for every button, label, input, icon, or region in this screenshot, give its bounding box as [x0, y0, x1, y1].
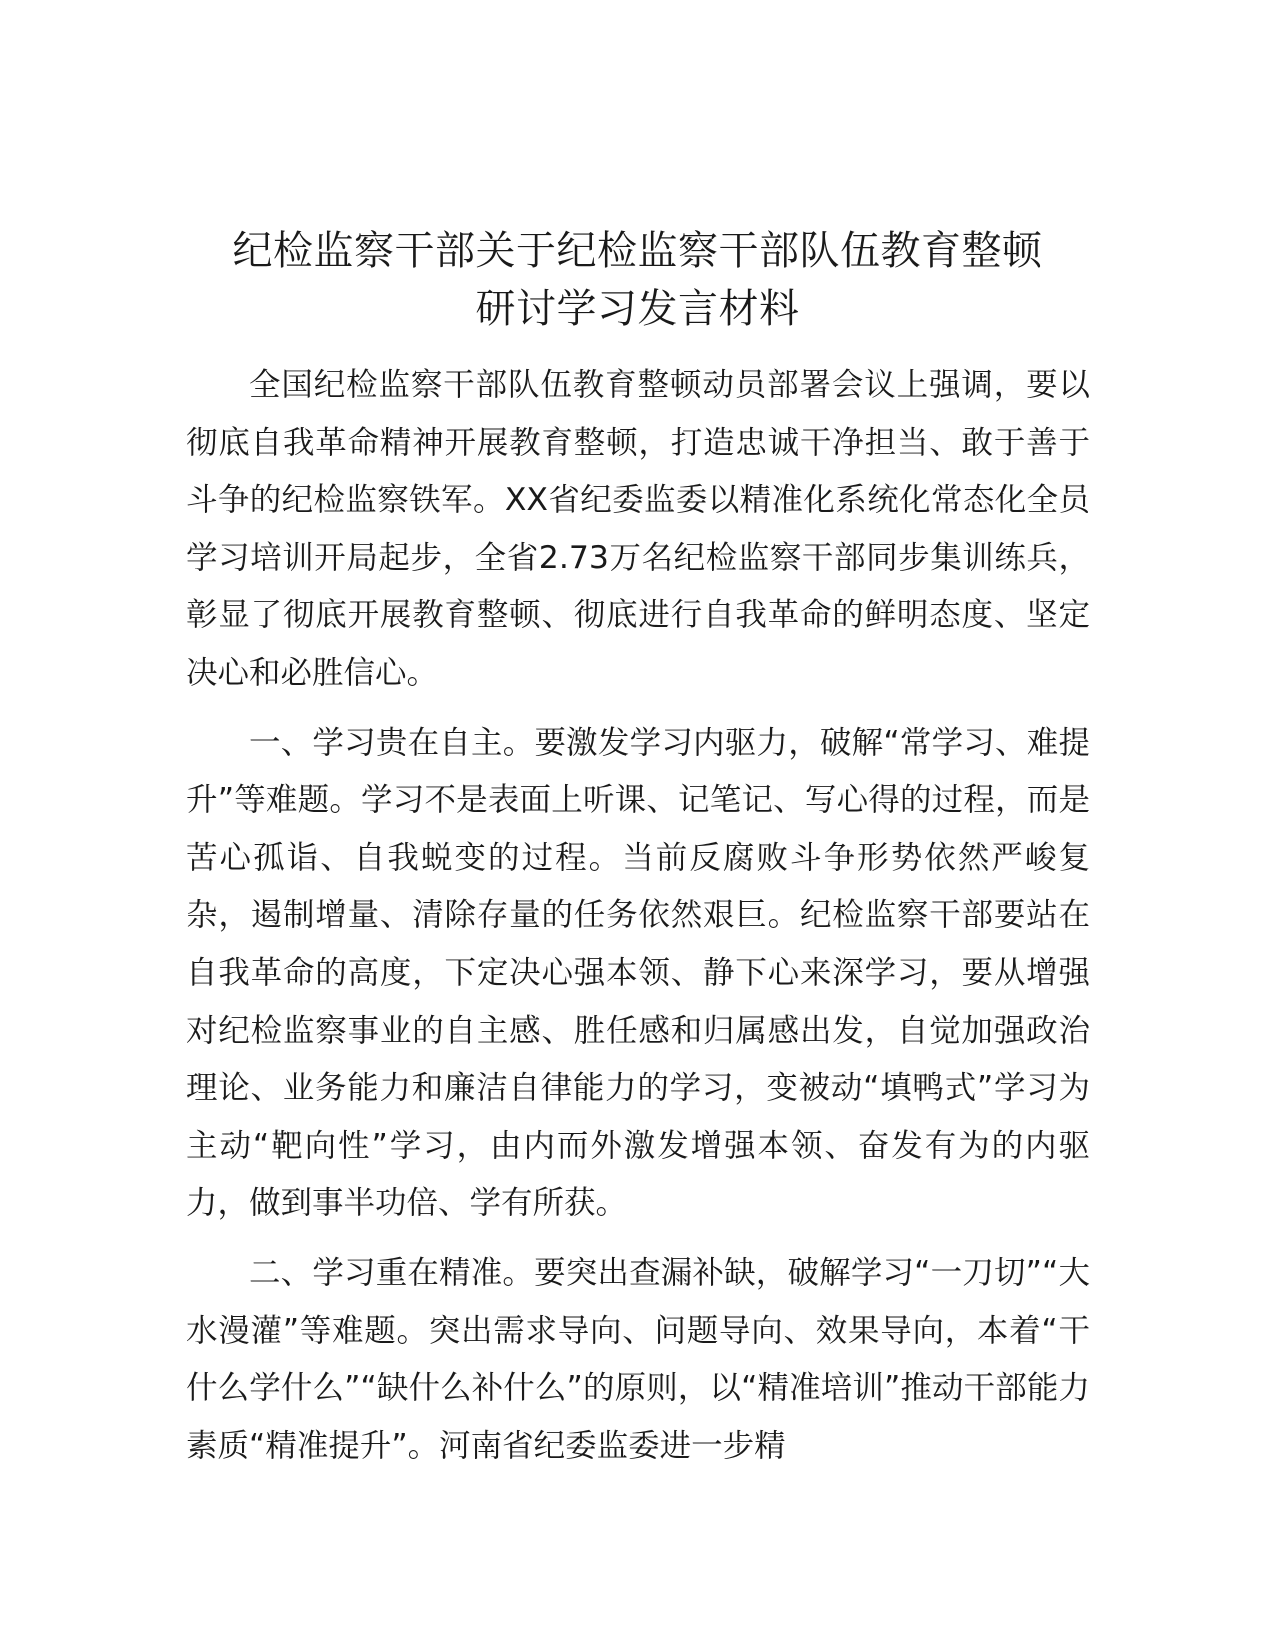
- title-line-2: 研讨学习发言材料: [475, 286, 800, 332]
- paragraph-section-1: 一、学习贵在自主。要激发学习内驱力，破解“常学习、难提升”等难题。学习不是表面上听课、记笔记、写心得的过程，而是苦心孤诣、自我蜕变的过程。当前反腐败斗争形势依然严峻复杂，遏制增量、清除存量的任务依然艰巨。纪检监察干部要站在自我革命的高度，下定决心强本领、静下心来深学习，要从增强对纪检监察事业的自主感、胜任感和归属感出发，自觉加强政治理论、业务能力和廉洁自律能力的学习，变被动“填鸭式”学习为主动“靶向性”学习，由内而外激发增强本领、奋发有为的内驱力，做到事半功倍、学有所获。: [186, 724, 1090, 1222]
- document-title: [150, 222, 1125, 338]
- paragraph-intro: 全国纪检监察干部队伍教育整顿动员部署会议上强调，要以彻底自我革命精神开展教育整顿，打造忠诚干净担当、敢于善于斗争的纪检监察铁军。XX省纪委监委以精准化系统化常态化全员学习培训开局起步，全省2.73万名纪检监察干部同步集训练兵，彰显了彻底开展教育整顿、彻底进行自我革命的鲜明态度、坚定决心和必胜信心。: [186, 367, 1090, 691]
- title-line-1: 纪检监察干部关于纪检监察干部队伍教育整顿: [232, 228, 1043, 274]
- document-body: [186, 357, 1090, 1487]
- paragraph-section-2: 二、学习重在精准。要突出查漏补缺，破解学习“一刀切”“大水漫灌”等难题。突出需求导向、问题导向、效果导向，本着“干什么学什么”“缺什么补什么”的原则，以“精准培训”推动干部能力素质“精准提升”。河南省纪委监委进一步精: [186, 1254, 1090, 1464]
